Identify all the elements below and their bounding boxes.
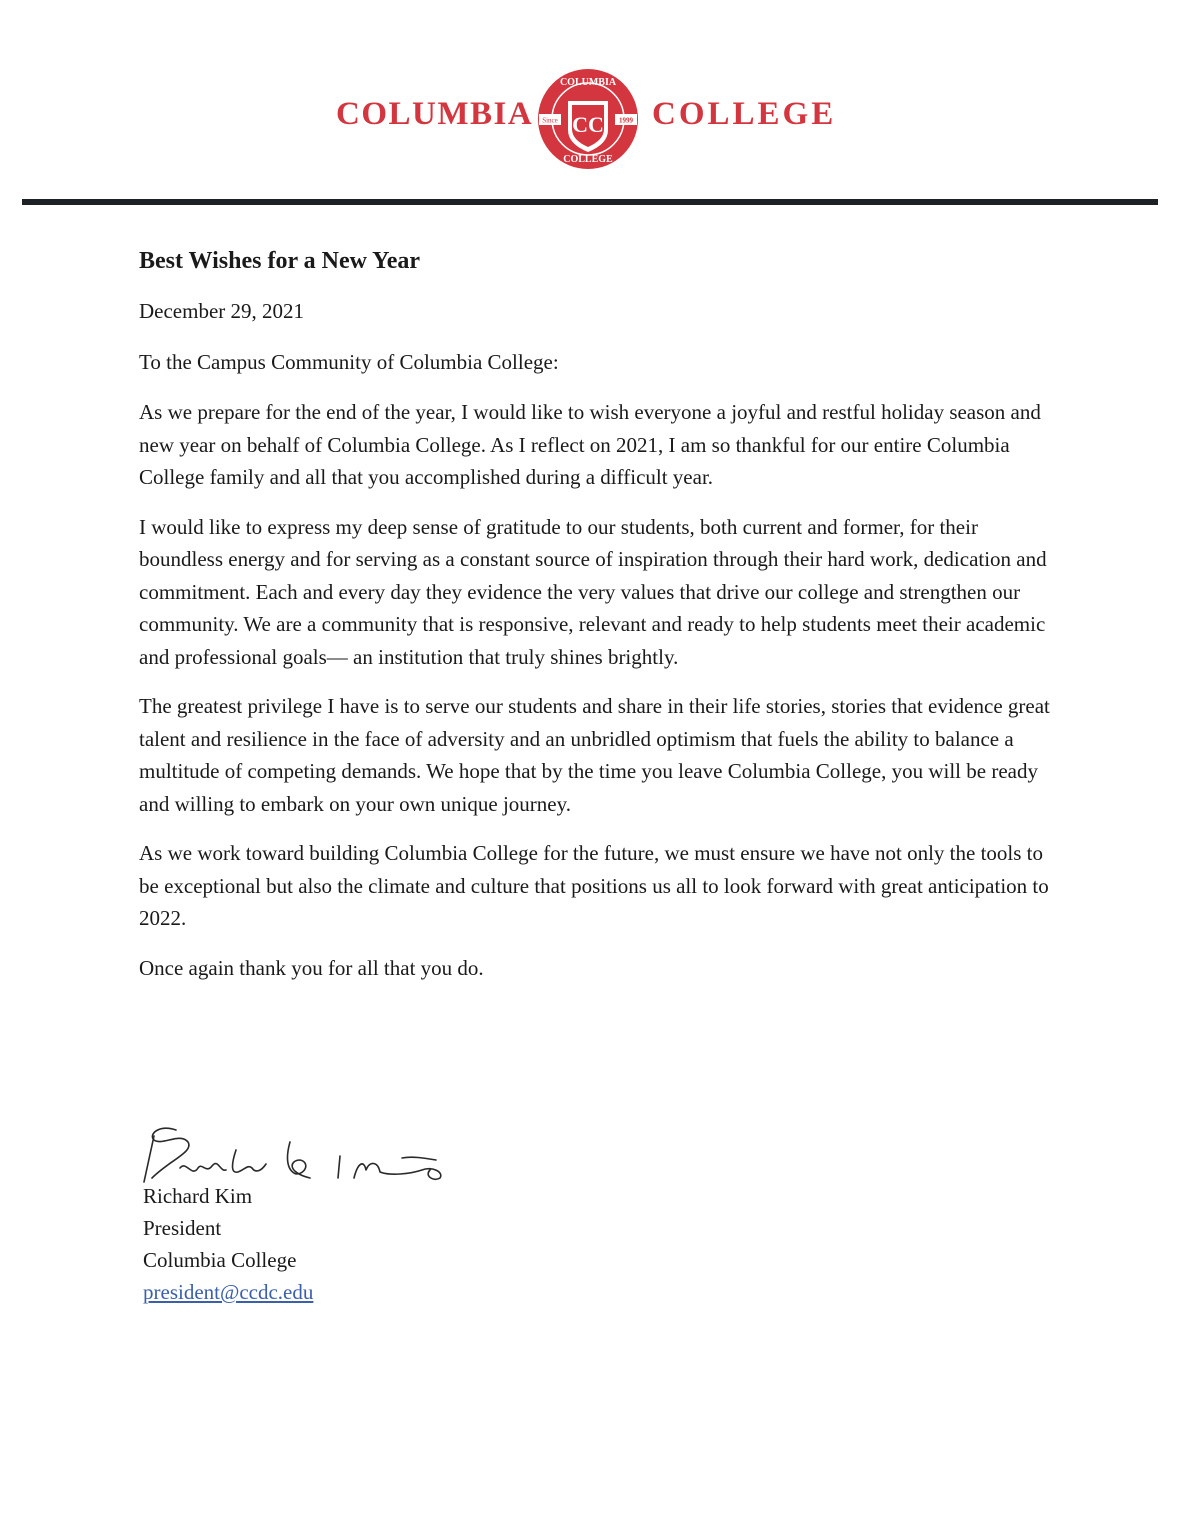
svg-text:1999: 1999 <box>619 116 633 125</box>
salutation: To the Campus Community of Columbia College: <box>139 349 559 374</box>
signer-organization: Columbia College <box>143 1248 297 1272</box>
letter-date: December 29, 2021 <box>139 299 305 323</box>
paragraph: I would like to express my deep sense of gratitude to our students, both current and former, for their boundless energy and for serving as a constant source of inspiration through their hard work, dedication and commitment. Each and every day they evidence the very values that drive our college and strengthen our community. We are a community that is responsive, relevant and ready to help students meet their academic and professional goals— an institution that truly shines brightly. <box>139 514 1047 669</box>
svg-text:CC: CC <box>572 112 604 137</box>
brand-name-left: COLUMBIA <box>336 96 534 132</box>
signer-email-link[interactable]: president@ccdc.edu <box>143 1280 314 1304</box>
signer-title: President <box>143 1216 222 1240</box>
signer-name: Richard Kim <box>143 1184 253 1208</box>
letter-title: Best Wishes for a New Year <box>139 248 421 274</box>
paragraph: The greatest privilege I have is to serve our students and share in their life stories, stories that evidence great talent and resilience in the face of adversity and an unbridled optimism that fuels the ability to balance a multitude of competing demands. We hope that by the time you leave Columbia College, you will be ready and willing to embark on your own unique journey. <box>139 694 1050 816</box>
svg-text:Since: Since <box>542 116 558 125</box>
letter-body <box>139 248 1059 1001</box>
svg-text:COLLEGE: COLLEGE <box>563 154 613 165</box>
svg-text:COLUMBIA: COLUMBIA <box>559 77 617 88</box>
header-divider <box>22 199 1158 205</box>
brand-name-right: COLLEGE <box>652 96 837 132</box>
letterhead <box>0 68 1187 168</box>
paragraph: As we work toward building Columbia College for the future, we must ensure we have not only the tools to be exceptional but also the climate and culture that positions us all to look forward with great anticipation to 2022. <box>139 841 1049 930</box>
signature-block <box>143 1180 313 1308</box>
college-seal-logo <box>537 68 639 170</box>
closing-line: Once again thank you for all that you do. <box>139 955 484 980</box>
paragraph: As we prepare for the end of the year, I would like to wish everyone a joyful and restful holiday season and new year on behalf of Columbia College. As I reflect on 2021, I am so thankful for our entire Columbia College family and all that you accomplished during a difficult year. <box>139 400 1041 489</box>
